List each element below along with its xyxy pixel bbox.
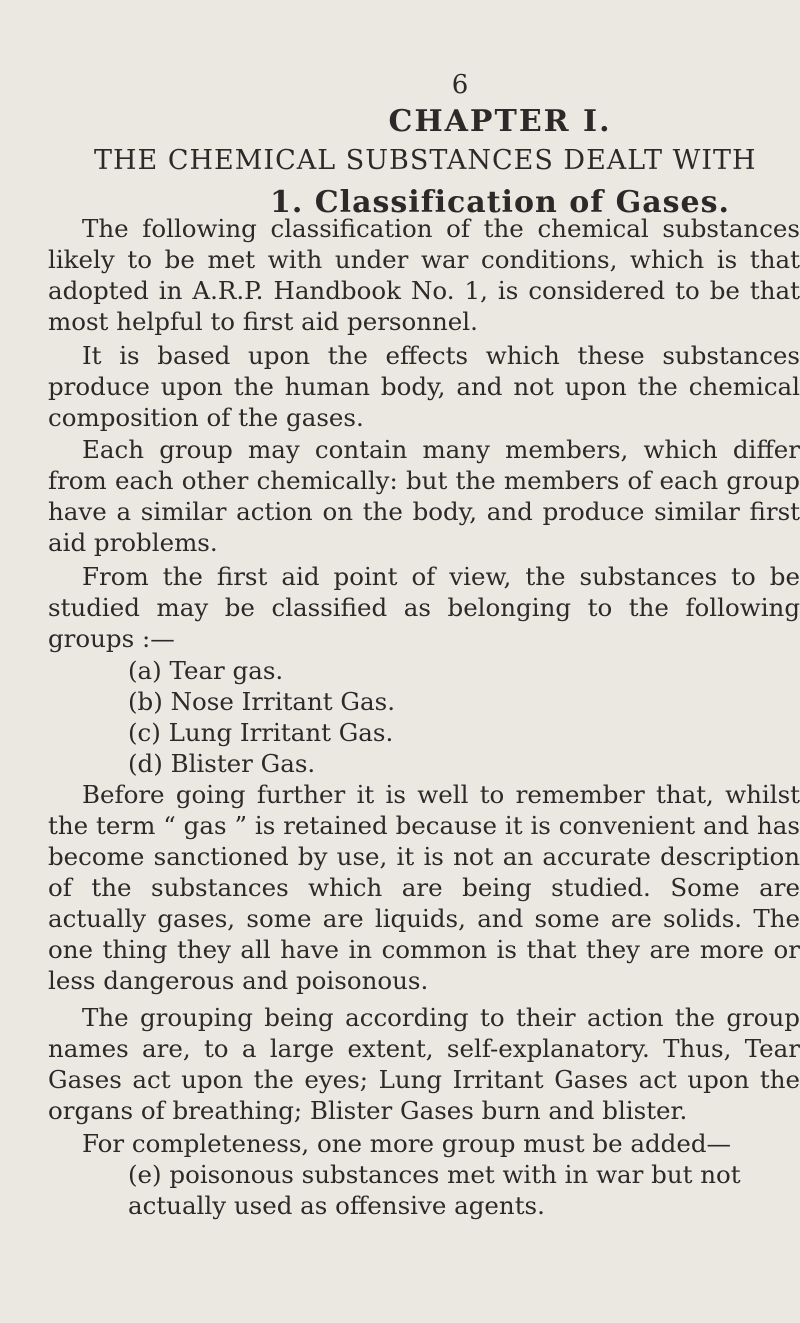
paragraph-groups: Each group may contain many members, which differ from each other chemically: but the members of each group have a similar action on the body, and produce similar first aid problems.	[48, 435, 800, 557]
paragraph-completeness: For completeness, one more group must be added—	[82, 1129, 732, 1158]
group-item-c: (c) Lung Irritant Gas.	[128, 718, 394, 747]
paragraph-intro: The following classification of the chemical substances likely to be met with under war conditions, which is that adopted in A.R.P. Handbook No. 1, is considered to be that most helpful to first aid personnel.	[48, 214, 800, 336]
group-item-e	[48, 1159, 800, 1221]
chapter-title: CHAPTER I.	[388, 104, 612, 139]
section-title: 1. Classification of Gases.	[270, 185, 730, 220]
paragraph-grouping: The grouping being according to their action the group names are, to a large extent, self-explanatory. Thus, Tear Gases act upon the eyes; Lung Irritant Gases act upon the organs of breathing; Blister Gases burn and blister.	[48, 1003, 800, 1125]
group-item-d: (d) Blister Gas.	[128, 749, 316, 778]
page-number: 6	[451, 70, 469, 100]
group-item-b: (b) Nose Irritant Gas.	[128, 687, 395, 716]
chapter-heading: THE CHEMICAL SUBSTANCES DEALT WITH	[94, 145, 757, 176]
paragraph-gas-term: Before going further it is well to remember that, whilst the term “ gas ” is retained because it is convenient and has become sanctioned by use, it is not an accurate description of the substances which are being studied. Some are actually gases, some are liquids, and some are solids. The one thing they all have in common is that they are more or less dangerous and poisonous.	[48, 780, 800, 995]
paragraph-first-aid: From the first aid point of view, the substances to be studied may be classified as belonging to the following groups :—	[48, 562, 800, 653]
group-item-a: (a) Tear gas.	[128, 656, 284, 685]
group-item-e-text: (e) poisonous substances met with in war but not actually used as offensive agents.	[128, 1160, 741, 1220]
paragraph-basis: It is based upon the effects which these substances produce upon the human body, and not upon the chemical composition of the gases.	[48, 341, 800, 432]
